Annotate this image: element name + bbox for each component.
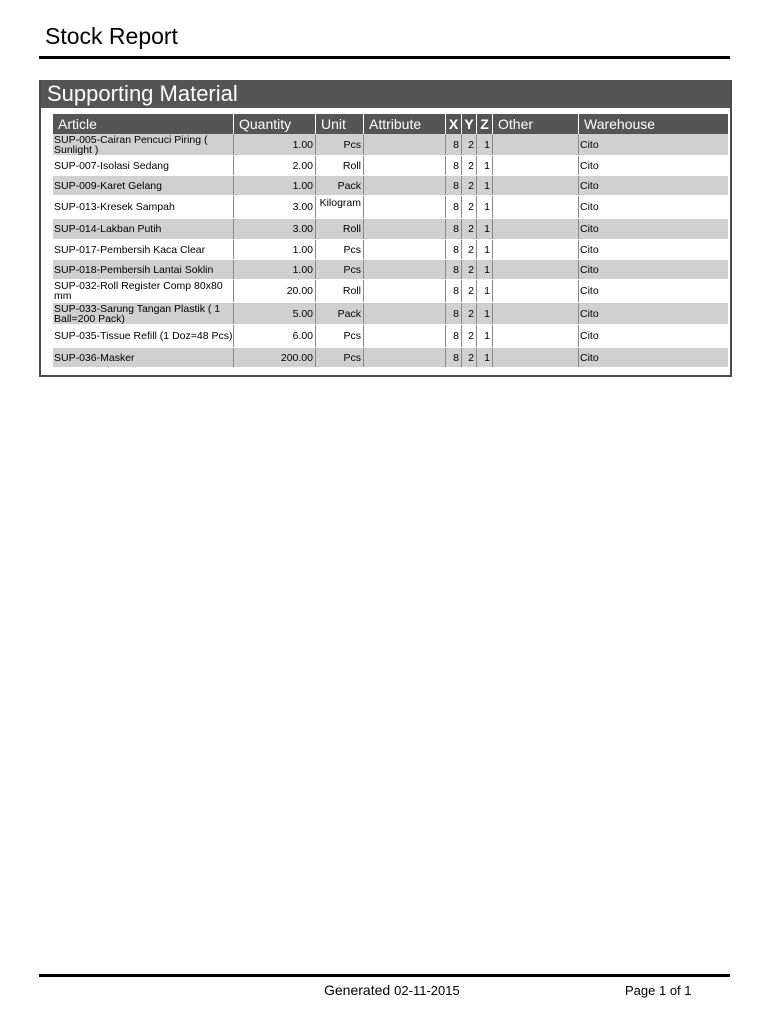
- cell-quantity: 20.00: [233, 280, 315, 302]
- cell-other: [492, 348, 578, 367]
- cell-z: 1: [476, 260, 492, 279]
- cell-z: 1: [476, 134, 492, 155]
- column-header-z: Z: [476, 114, 492, 134]
- stock-table: [53, 114, 728, 368]
- cell-article: SUP-018-Pembersih Lantai Soklin: [54, 263, 214, 276]
- column-header-other: Other: [492, 114, 578, 134]
- cell-y: 2: [461, 134, 476, 155]
- cell-y: 2: [461, 280, 476, 302]
- column-header-quantity: Quantity: [233, 114, 315, 134]
- top-rule: [39, 56, 730, 59]
- cell-quantity: 1.00: [233, 240, 315, 259]
- cell-article: SUP-033-Sarung Tangan Plastik ( 1 Ball=200 Pack): [54, 303, 221, 325]
- cell-warehouse: Cito: [578, 280, 728, 302]
- cell-article: SUP-017-Pembersih Kaca Clear: [54, 243, 206, 256]
- cell-quantity: 200.00: [233, 348, 315, 367]
- cell-unit: Pcs: [315, 240, 363, 259]
- cell-other: [492, 134, 578, 155]
- table-header: [53, 114, 728, 134]
- cell-unit: Roll: [315, 156, 363, 175]
- cell-y: 2: [461, 348, 476, 367]
- table-row: [53, 156, 728, 176]
- cell-quantity: 1.00: [233, 176, 315, 195]
- cell-quantity: 3.00: [233, 219, 315, 239]
- cell-attribute: [363, 176, 445, 195]
- cell-z: 1: [476, 156, 492, 175]
- cell-other: [492, 303, 578, 324]
- cell-other: [492, 240, 578, 259]
- cell-warehouse: Cito: [578, 156, 728, 175]
- cell-other: [492, 325, 578, 347]
- cell-attribute: [363, 348, 445, 367]
- cell-unit: Pcs: [315, 348, 363, 367]
- cell-y: 2: [461, 325, 476, 347]
- cell-warehouse: Cito: [578, 348, 728, 367]
- cell-quantity: 5.00: [233, 303, 315, 324]
- cell-quantity: 6.00: [233, 325, 315, 347]
- cell-x: 8: [445, 325, 461, 347]
- cell-y: 2: [461, 219, 476, 239]
- cell-unit: Kilogram: [315, 196, 363, 218]
- cell-other: [492, 280, 578, 302]
- table-body: [53, 134, 728, 368]
- cell-warehouse: Cito: [578, 240, 728, 259]
- cell-quantity: 3.00: [233, 196, 315, 218]
- cell-x: 8: [445, 134, 461, 155]
- cell-article: SUP-014-Lakban Putih: [54, 223, 162, 235]
- cell-x: 8: [445, 196, 461, 218]
- cell-article: SUP-005-Cairan Pencuci Piring ( Sunlight ): [54, 134, 208, 156]
- cell-x: 8: [445, 348, 461, 367]
- section-title: Supporting Material: [41, 80, 730, 108]
- cell-warehouse: Cito: [578, 176, 728, 195]
- cell-x: 8: [445, 260, 461, 279]
- cell-attribute: [363, 260, 445, 279]
- cell-x: 8: [445, 240, 461, 259]
- table-row: [53, 196, 728, 219]
- cell-y: 2: [461, 156, 476, 175]
- cell-y: 2: [461, 303, 476, 324]
- cell-x: 8: [445, 176, 461, 195]
- cell-z: 1: [476, 280, 492, 302]
- generated-date: 02-11-2015: [394, 983, 460, 998]
- cell-z: 1: [476, 176, 492, 195]
- cell-x: 8: [445, 219, 461, 239]
- cell-attribute: [363, 303, 445, 324]
- column-header-article: Article: [58, 116, 97, 132]
- cell-other: [492, 156, 578, 175]
- cell-y: 2: [461, 196, 476, 218]
- cell-warehouse: Cito: [578, 260, 728, 279]
- cell-article: SUP-032-Roll Register Comp 80x80 mm: [54, 280, 223, 302]
- cell-unit: Pcs: [315, 325, 363, 347]
- table-row: [53, 303, 728, 325]
- table-row: [53, 176, 728, 196]
- supporting-material-section: [39, 80, 732, 377]
- cell-warehouse: Cito: [578, 134, 728, 155]
- cell-quantity: 1.00: [233, 134, 315, 155]
- cell-z: 1: [476, 219, 492, 239]
- cell-unit: Pcs: [315, 134, 363, 155]
- cell-x: 8: [445, 280, 461, 302]
- cell-unit: Roll: [315, 280, 363, 302]
- cell-attribute: [363, 325, 445, 347]
- table-row: [53, 219, 728, 240]
- table-row: [53, 325, 728, 348]
- cell-attribute: [363, 280, 445, 302]
- column-header-warehouse: Warehouse: [578, 114, 728, 134]
- column-header-unit: Unit: [315, 114, 363, 134]
- table-row: [53, 280, 728, 303]
- cell-warehouse: Cito: [578, 303, 728, 324]
- cell-warehouse: Cito: [578, 325, 728, 347]
- cell-other: [492, 176, 578, 195]
- cell-quantity: 2.00: [233, 156, 315, 175]
- page-number: Page 1 of 1: [625, 983, 692, 998]
- cell-y: 2: [461, 176, 476, 195]
- cell-quantity: 1.00: [233, 260, 315, 279]
- cell-unit: Roll: [315, 219, 363, 239]
- cell-z: 1: [476, 348, 492, 367]
- cell-warehouse: Cito: [578, 219, 728, 239]
- column-header-attribute: Attribute: [363, 114, 445, 134]
- cell-x: 8: [445, 156, 461, 175]
- cell-other: [492, 260, 578, 279]
- cell-attribute: [363, 134, 445, 155]
- report-title: Stock Report: [45, 23, 178, 49]
- cell-z: 1: [476, 303, 492, 324]
- cell-unit: Pack: [315, 176, 363, 195]
- cell-article: SUP-013-Kresek Sampah: [54, 201, 175, 213]
- cell-attribute: [363, 240, 445, 259]
- cell-y: 2: [461, 240, 476, 259]
- cell-x: 8: [445, 303, 461, 324]
- bottom-rule: [39, 974, 730, 977]
- cell-attribute: [363, 196, 445, 218]
- column-header-y: Y: [461, 114, 476, 134]
- cell-warehouse: Cito: [578, 196, 728, 218]
- table-row: [53, 260, 728, 280]
- cell-article: SUP-035-Tissue Refill (1 Doz=48 Pcs): [54, 330, 233, 342]
- cell-z: 1: [476, 240, 492, 259]
- table-row: [53, 134, 728, 156]
- table-row: [53, 348, 728, 368]
- cell-attribute: [363, 219, 445, 239]
- footer-generated: [324, 982, 460, 998]
- table-row: [53, 240, 728, 260]
- cell-y: 2: [461, 260, 476, 279]
- cell-article: SUP-009-Karet Gelang: [54, 179, 162, 192]
- cell-other: [492, 196, 578, 218]
- cell-z: 1: [476, 325, 492, 347]
- cell-article: SUP-036-Masker: [54, 351, 135, 364]
- cell-z: 1: [476, 196, 492, 218]
- generated-label: Generated: [324, 982, 391, 998]
- cell-article: SUP-007-Isolasi Sedang: [54, 159, 169, 172]
- cell-attribute: [363, 156, 445, 175]
- cell-unit: Pack: [315, 303, 363, 324]
- cell-other: [492, 219, 578, 239]
- column-header-x: X: [445, 114, 461, 134]
- cell-unit: Pcs: [315, 260, 363, 279]
